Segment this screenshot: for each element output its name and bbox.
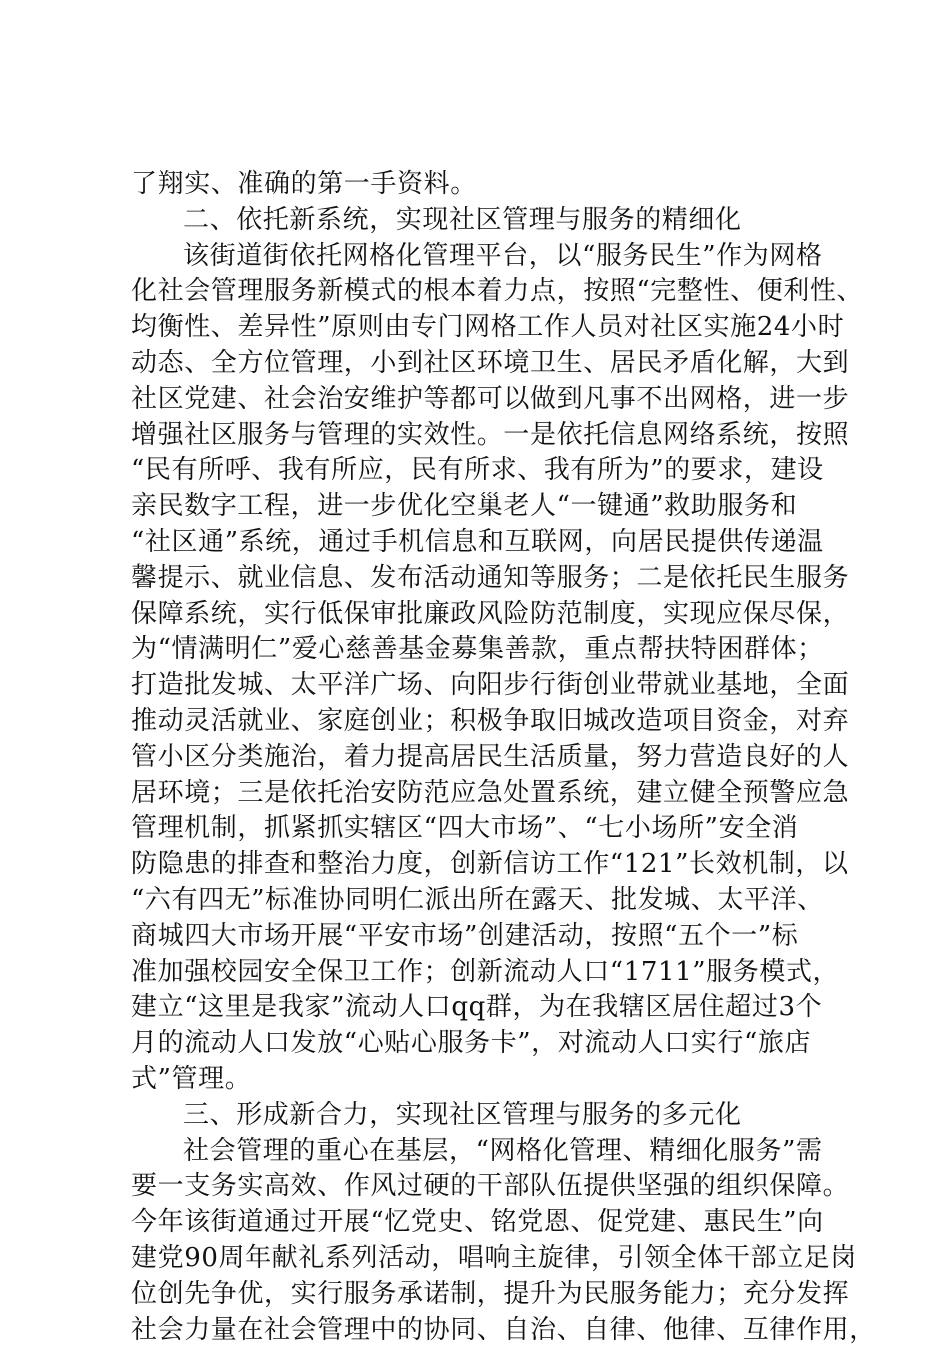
section-heading-3: 三、形成新合力，实现社区管理与服务的多元化 — [131, 1098, 831, 1134]
text-line: 准加强校园安全保卫工作；创新流动人口“1711”服务模式， — [131, 955, 831, 991]
text-line: 为“情满明仁”爱心慈善基金募集善款，重点帮扶特困群体； — [131, 632, 831, 668]
text-line: 了翔实、准确的第一手资料。 — [131, 167, 831, 203]
text-line: 打造批发城、太平洋广场、向阳步行街创业带就业基地，全面 — [131, 668, 831, 704]
document-body — [131, 167, 831, 1348]
text-line: 要一支务实高效、作风过硬的干部队伍提供坚强的组织保障。 — [131, 1169, 831, 1205]
text-line: 增强社区服务与管理的实效性。一是依托信息网络系统，按照 — [131, 418, 831, 454]
text-line: 该街道街依托网格化管理平台，以“服务民生”作为网格 — [131, 239, 831, 275]
text-line: 位创先争优，实行服务承诺制，提升为民服务能力；充分发挥 — [131, 1277, 831, 1313]
text-line: 建立“这里是我家”流动人口qq群，为在我辖区居住超过3个 — [131, 990, 831, 1026]
text-line: 社区党建、社会治安维护等都可以做到凡事不出网格，进一步 — [131, 382, 831, 418]
text-line: 今年该街道通过开展“忆党史、铭党恩、促党建、惠民生”向 — [131, 1205, 831, 1241]
text-line: “社区通”系统，通过手机信息和互联网，向居民提供传递温 — [131, 525, 831, 561]
text-line: 均衡性、差异性”原则由专门网格工作人员对社区实施24小时 — [131, 310, 831, 346]
text-line: 社会管理的重心在基层，“网格化管理、精细化服务”需 — [131, 1134, 831, 1170]
text-line: 动态、全方位管理，小到社区环境卫生、居民矛盾化解，大到 — [131, 346, 831, 382]
text-line: 社会力量在社会管理中的协同、自治、自律、他律、互律作用， — [131, 1313, 831, 1348]
text-line: 商城四大市场开展“平安市场”创建活动，按照“五个一”标 — [131, 919, 831, 955]
text-line: “民有所呼、我有所应，民有所求、我有所为”的要求，建设 — [131, 453, 831, 489]
text-line: 化社会管理服务新模式的根本着力点，按照“完整性、便利性、 — [131, 274, 831, 310]
text-line: 管小区分类施治，着力提高居民生活质量，努力营造良好的人 — [131, 740, 831, 776]
text-line: 建党90周年献礼系列活动，唱响主旋律，引领全体干部立足岗 — [131, 1241, 831, 1277]
text-line: 推动灵活就业、家庭创业；积极争取旧城改造项目资金，对弃 — [131, 704, 831, 740]
text-line: 防隐患的排查和整治力度，创新信访工作“121”长效机制，以 — [131, 847, 831, 883]
text-line: 保障系统，实行低保审批廉政风险防范制度，实现应保尽保， — [131, 597, 831, 633]
text-line: 馨提示、就业信息、发布活动通知等服务；二是依托民生服务 — [131, 561, 831, 597]
text-line: 式”管理。 — [131, 1062, 831, 1098]
text-line: 亲民数字工程，进一步优化空巢老人“一键通”救助服务和 — [131, 489, 831, 525]
text-line: “六有四无”标准协同明仁派出所在露天、批发城、太平洋、 — [131, 883, 831, 919]
text-line: 月的流动人口发放“心贴心服务卡”，对流动人口实行“旅店 — [131, 1026, 831, 1062]
text-line: 管理机制，抓紧抓实辖区“四大市场”、“七小场所”安全消 — [131, 811, 831, 847]
section-heading-2: 二、依托新系统，实现社区管理与服务的精细化 — [131, 203, 831, 239]
text-line: 居环境；三是依托治安防范应急处置系统，建立健全预警应急 — [131, 776, 831, 812]
